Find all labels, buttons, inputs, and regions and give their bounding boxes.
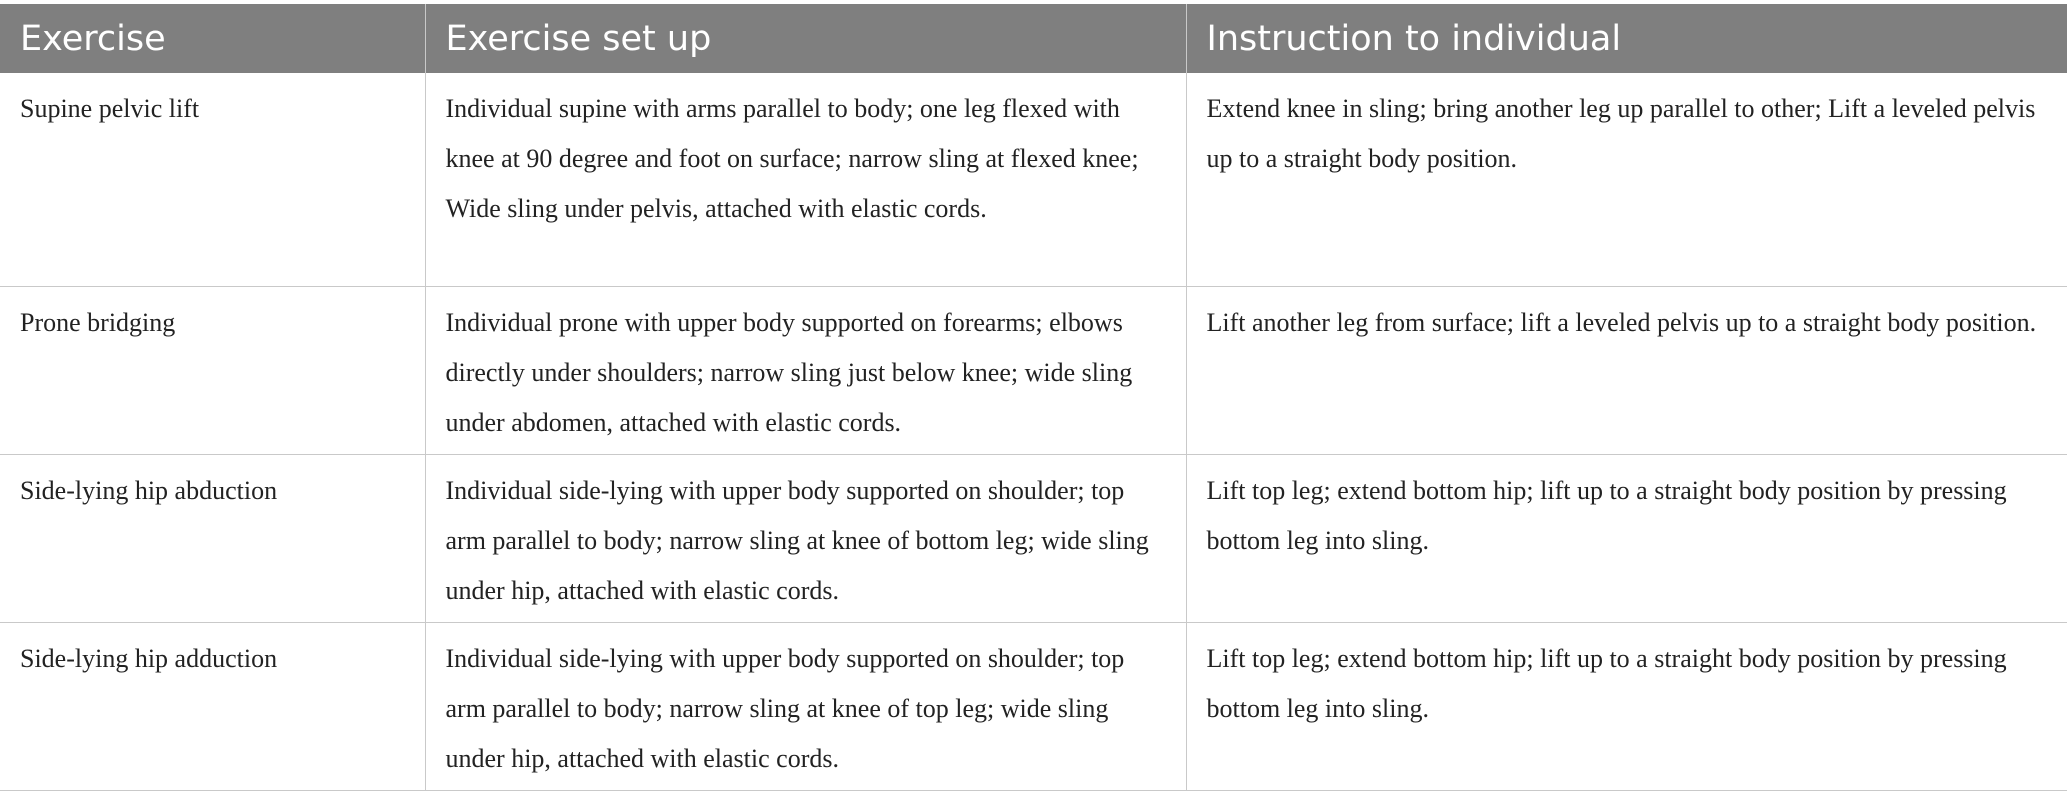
cell-setup: Individual side-lying with upper body supported on shoulder; top arm parallel to body; narrow sling at knee of bottom leg; wide sling under hip, attached with elastic cords. — [425, 454, 1186, 622]
cell-exercise: Side-lying hip abduction — [0, 454, 425, 622]
cell-instruction: Extend knee in sling; bring another leg up parallel to other; Lift a leveled pelvis up to a straight body position. — [1186, 73, 2067, 286]
cell-exercise: Prone bridging — [0, 286, 425, 454]
table-row — [0, 286, 2067, 454]
table-header — [0, 4, 2067, 73]
table-row — [0, 622, 2067, 790]
exercise-table-container — [0, 4, 2067, 791]
header-instruction: Instruction to individual — [1186, 4, 2067, 73]
header-row — [0, 4, 2067, 73]
table-row — [0, 454, 2067, 622]
table-body — [0, 73, 2067, 790]
cell-instruction: Lift top leg; extend bottom hip; lift up to a straight body position by pressing bottom leg into sling. — [1186, 454, 2067, 622]
header-exercise-set-up: Exercise set up — [425, 4, 1186, 73]
cell-instruction: Lift another leg from surface; lift a leveled pelvis up to a straight body position. — [1186, 286, 2067, 454]
cell-setup: Individual supine with arms parallel to body; one leg flexed with knee at 90 degree and foot on surface; narrow sling at flexed knee; Wide sling under pelvis, attached with elastic cords. — [425, 73, 1186, 286]
header-exercise: Exercise — [0, 4, 425, 73]
exercise-table — [0, 4, 2067, 791]
cell-setup: Individual side-lying with upper body supported on shoulder; top arm parallel to body; narrow sling at knee of top leg; wide sling under hip, attached with elastic cords. — [425, 622, 1186, 790]
cell-exercise: Supine pelvic lift — [0, 73, 425, 286]
cell-exercise: Side-lying hip adduction — [0, 622, 425, 790]
cell-setup: Individual prone with upper body supported on forearms; elbows directly under shoulders; narrow sling just below knee; wide sling under abdomen, attached with elastic cords. — [425, 286, 1186, 454]
table-row — [0, 73, 2067, 286]
cell-instruction: Lift top leg; extend bottom hip; lift up to a straight body position by pressing bottom leg into sling. — [1186, 622, 2067, 790]
